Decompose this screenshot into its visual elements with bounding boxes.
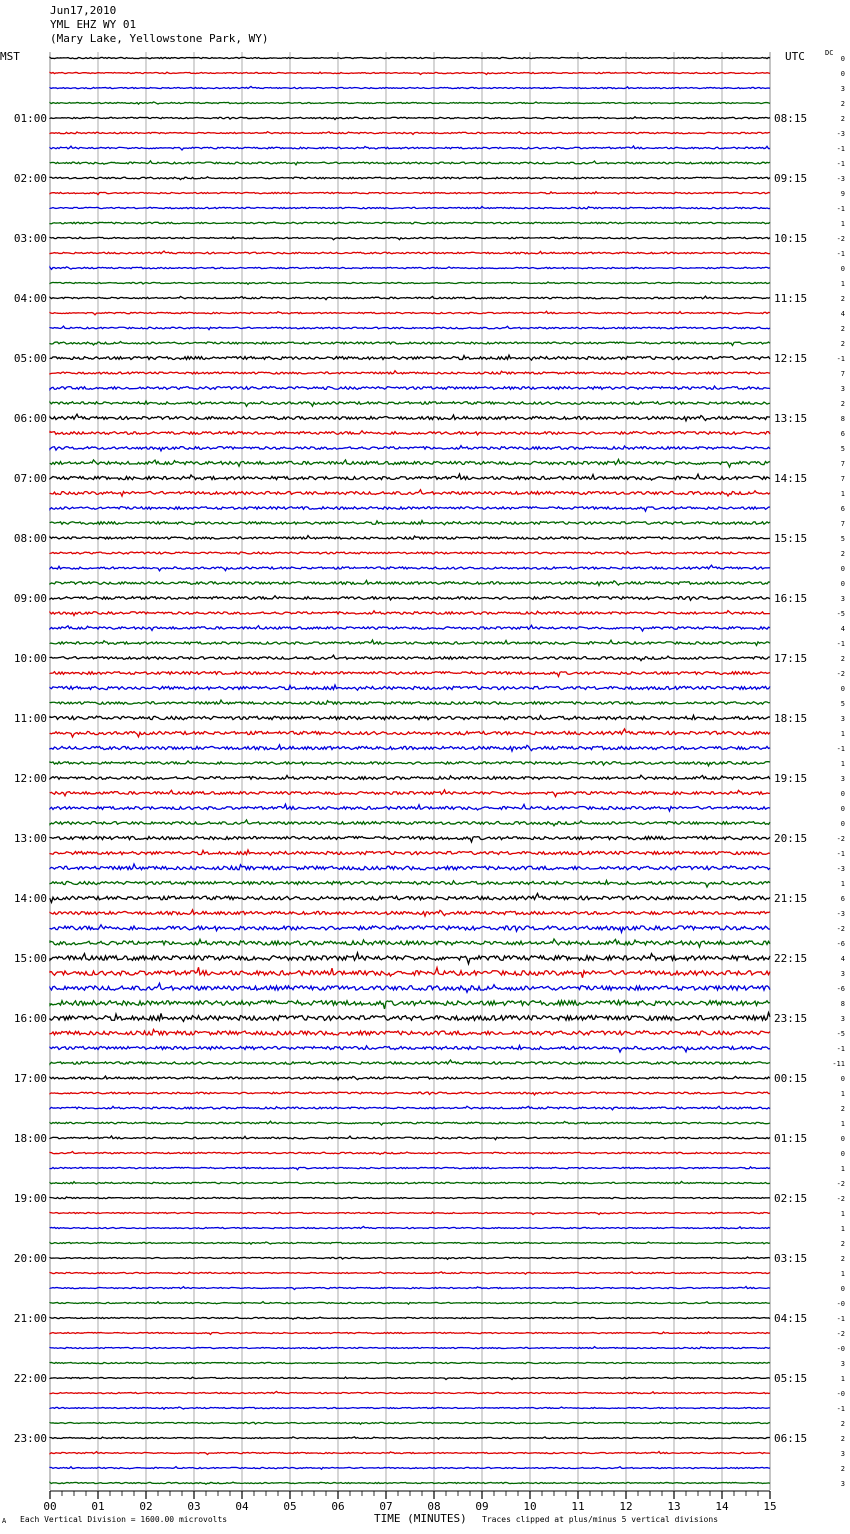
dc-offset-value: 3 bbox=[840, 1015, 845, 1023]
dc-offset-value: -1 bbox=[836, 1405, 845, 1413]
dc-offset-value: 2 bbox=[840, 1465, 845, 1473]
trace-row-83 bbox=[50, 1302, 770, 1305]
station-location: (Mary Lake, Yellowstone Park, WY) bbox=[50, 32, 269, 45]
dc-offset-value: -2 bbox=[836, 1180, 845, 1188]
right-hour-label: 01:15 bbox=[774, 1132, 808, 1145]
right-hour-label: 05:15 bbox=[774, 1372, 808, 1385]
dc-offset-value: 0 bbox=[840, 805, 845, 813]
trace-row-34 bbox=[50, 565, 770, 571]
dc-offset-value: 8 bbox=[840, 1000, 845, 1008]
right-hour-label: 20:15 bbox=[774, 832, 808, 845]
trace-row-70 bbox=[50, 1106, 770, 1110]
trace-row-43 bbox=[50, 700, 770, 704]
dc-offset-value: -1 bbox=[836, 850, 845, 858]
x-tick-label: 10 bbox=[523, 1500, 537, 1513]
dc-offset-value: 0 bbox=[840, 820, 845, 828]
trace-row-13 bbox=[50, 251, 770, 254]
dc-offset-value: 1 bbox=[840, 280, 845, 288]
trace-row-65 bbox=[50, 1029, 770, 1035]
dc-offset-value: 1 bbox=[840, 1225, 845, 1233]
left-hour-label: 02:00 bbox=[13, 172, 47, 185]
left-hour-label: 23:00 bbox=[13, 1432, 47, 1445]
trace-row-19 bbox=[50, 342, 770, 346]
trace-row-25 bbox=[50, 431, 770, 435]
left-hour-label: 10:00 bbox=[13, 652, 47, 665]
left-hour-label: 11:00 bbox=[13, 712, 47, 725]
dc-offset-value: -5 bbox=[836, 610, 845, 618]
dc-offset-value: -3 bbox=[836, 130, 845, 138]
trace-row-66 bbox=[50, 1046, 770, 1053]
trace-row-45 bbox=[50, 729, 770, 737]
trace-row-40 bbox=[50, 655, 770, 660]
dc-offset-value: -1 bbox=[836, 1045, 845, 1053]
dc-offset-value: 7 bbox=[840, 475, 845, 483]
trace-row-57 bbox=[50, 910, 770, 916]
right-hour-label: 22:15 bbox=[774, 952, 808, 965]
dc-offset-value: 0 bbox=[840, 1075, 845, 1083]
dc-offset-value: 4 bbox=[840, 310, 845, 318]
trace-row-95 bbox=[50, 1482, 770, 1484]
trace-row-52 bbox=[50, 836, 770, 842]
trace-row-37 bbox=[50, 611, 770, 616]
trace-row-72 bbox=[50, 1136, 770, 1140]
dc-offset-value: -2 bbox=[836, 835, 845, 843]
x-tick-label: 07 bbox=[379, 1500, 393, 1513]
dc-offset-value: 5 bbox=[840, 700, 845, 708]
left-hour-label: 08:00 bbox=[13, 532, 47, 545]
trace-row-84 bbox=[50, 1317, 770, 1319]
trace-row-31 bbox=[50, 521, 770, 525]
dc-offset-value: -6 bbox=[836, 985, 845, 993]
trace-row-48 bbox=[50, 775, 770, 779]
dc-offset-value: -1 bbox=[836, 250, 845, 258]
dc-offset-value: 2 bbox=[840, 1240, 845, 1248]
trace-row-1 bbox=[50, 72, 770, 74]
dc-offset-value: 3 bbox=[840, 970, 845, 978]
dc-offset-value: 2 bbox=[840, 340, 845, 348]
trace-row-24 bbox=[50, 414, 770, 421]
left-hour-label: 18:00 bbox=[13, 1132, 47, 1145]
dc-offset-value: -6 bbox=[836, 940, 845, 948]
trace-row-14 bbox=[50, 267, 770, 269]
dc-offset-value: 5 bbox=[840, 445, 845, 453]
right-hour-label: 19:15 bbox=[774, 772, 808, 785]
x-tick-label: 00 bbox=[43, 1500, 57, 1513]
x-tick-label: 14 bbox=[715, 1500, 729, 1513]
dc-offset-value: 6 bbox=[840, 895, 845, 903]
left-hour-label: 09:00 bbox=[13, 592, 47, 605]
dc-offset-value: 1 bbox=[840, 220, 845, 228]
trace-row-20 bbox=[50, 355, 770, 360]
left-hour-label: 05:00 bbox=[13, 352, 47, 365]
dc-offset-value: 0 bbox=[840, 1150, 845, 1158]
trace-row-76 bbox=[50, 1197, 770, 1199]
dc-offset-value: 0 bbox=[840, 55, 845, 63]
trace-row-12 bbox=[50, 237, 770, 240]
x-tick-label: 08 bbox=[427, 1500, 441, 1513]
x-tick-label: 05 bbox=[283, 1500, 297, 1513]
trace-row-0 bbox=[50, 57, 770, 58]
dc-offset-value: -2 bbox=[836, 925, 845, 933]
trace-row-9 bbox=[50, 192, 770, 195]
trace-row-92 bbox=[50, 1437, 770, 1439]
left-hour-label: 20:00 bbox=[13, 1252, 47, 1265]
x-tick-label: 04 bbox=[235, 1500, 249, 1513]
trace-row-51 bbox=[50, 820, 770, 826]
dc-offset-value: 0 bbox=[840, 70, 845, 78]
trace-row-85 bbox=[50, 1332, 770, 1335]
trace-row-8 bbox=[50, 177, 770, 180]
trace-row-21 bbox=[50, 371, 770, 374]
trace-row-16 bbox=[50, 296, 770, 299]
dc-offset-value: -2 bbox=[836, 235, 845, 243]
trace-row-77 bbox=[50, 1212, 770, 1214]
right-hour-label: 09:15 bbox=[774, 172, 808, 185]
trace-row-35 bbox=[50, 580, 770, 585]
trace-row-15 bbox=[50, 282, 770, 284]
clip-note: Traces clipped at plus/minus 5 vertical divisions bbox=[482, 1515, 719, 1524]
trace-row-41 bbox=[50, 672, 770, 677]
dc-offset-value: 2 bbox=[840, 1255, 845, 1263]
trace-row-80 bbox=[50, 1257, 770, 1259]
left-hour-label: 07:00 bbox=[13, 472, 47, 485]
trace-row-94 bbox=[50, 1467, 770, 1470]
trace-row-33 bbox=[50, 552, 770, 554]
dc-offset-value: 0 bbox=[840, 565, 845, 573]
dc-offset-value: 7 bbox=[840, 520, 845, 528]
right-hour-label: 06:15 bbox=[774, 1432, 808, 1445]
x-tick-label: 09 bbox=[475, 1500, 489, 1513]
trace-row-32 bbox=[50, 536, 770, 540]
dc-offset-value: 5 bbox=[840, 535, 845, 543]
time-axis bbox=[43, 1491, 776, 1513]
dc-offset-value: 1 bbox=[840, 880, 845, 888]
dc-offset-value: -2 bbox=[836, 1195, 845, 1203]
dc-offset-value: -5 bbox=[836, 1030, 845, 1038]
vertical-scale-note: Each Vertical Division = 1600.00 microvolts bbox=[20, 1515, 228, 1524]
left-hour-label: 22:00 bbox=[13, 1372, 47, 1385]
left-hour-label: 06:00 bbox=[13, 412, 47, 425]
trace-row-88 bbox=[50, 1377, 770, 1379]
dc-offset-value: 2 bbox=[840, 100, 845, 108]
left-hour-label: 17:00 bbox=[13, 1072, 47, 1085]
dc-offset-value: 2 bbox=[840, 400, 845, 408]
trace-row-87 bbox=[50, 1362, 770, 1363]
trace-row-3 bbox=[50, 102, 770, 104]
trace-row-44 bbox=[50, 715, 770, 719]
trace-row-69 bbox=[50, 1092, 770, 1095]
trace-row-42 bbox=[50, 685, 770, 690]
trace-row-61 bbox=[50, 967, 770, 977]
dc-offset-value: 1 bbox=[840, 1090, 845, 1098]
right-hour-label: 12:15 bbox=[774, 352, 808, 365]
dc-offset-value: 3 bbox=[840, 1480, 845, 1488]
dc-offset-value: -3 bbox=[836, 175, 845, 183]
left-hour-label: 01:00 bbox=[13, 112, 47, 125]
dc-offset-value: 2 bbox=[840, 1105, 845, 1113]
dc-offset-value: 3 bbox=[840, 1450, 845, 1458]
right-hour-label: 13:15 bbox=[774, 412, 808, 425]
trace-row-53 bbox=[50, 850, 770, 855]
dc-offset-value: 0 bbox=[840, 790, 845, 798]
dc-offset-value: -2 bbox=[836, 670, 845, 678]
right-hour-label: 23:15 bbox=[774, 1012, 808, 1025]
trace-row-56 bbox=[50, 893, 770, 902]
x-tick-label: 11 bbox=[571, 1500, 585, 1513]
dc-offset-value: 1 bbox=[840, 1120, 845, 1128]
left-hour-label: 19:00 bbox=[13, 1192, 47, 1205]
dc-offset-value: -0 bbox=[836, 1345, 845, 1353]
trace-row-75 bbox=[50, 1181, 770, 1184]
left-hour-label: 21:00 bbox=[13, 1312, 47, 1325]
dc-offset-label: DC bbox=[825, 49, 834, 57]
dc-offset-value: -2 bbox=[836, 1330, 845, 1338]
trace-row-10 bbox=[50, 206, 770, 208]
dc-offset-value: 3 bbox=[840, 385, 845, 393]
trace-row-89 bbox=[50, 1391, 770, 1393]
trace-row-81 bbox=[50, 1272, 770, 1274]
dc-offset-value: 2 bbox=[840, 295, 845, 303]
dc-offset-value: 3 bbox=[840, 85, 845, 93]
trace-row-17 bbox=[50, 311, 770, 315]
right-hour-label: 08:15 bbox=[774, 112, 808, 125]
dc-offset-value: 1 bbox=[840, 730, 845, 738]
trace-row-59 bbox=[50, 939, 770, 947]
dc-offset-value: -1 bbox=[836, 1315, 845, 1323]
trace-row-79 bbox=[50, 1242, 770, 1244]
trace-row-60 bbox=[50, 953, 770, 964]
dc-offset-value: 0 bbox=[840, 1135, 845, 1143]
x-tick-label: 02 bbox=[139, 1500, 153, 1513]
dc-offset-value: 0 bbox=[840, 265, 845, 273]
trace-row-90 bbox=[50, 1407, 770, 1409]
right-hour-label: 16:15 bbox=[774, 592, 808, 605]
trace-row-63 bbox=[50, 1001, 770, 1009]
dc-offset-value: -0 bbox=[836, 1390, 845, 1398]
x-tick-label: 13 bbox=[667, 1500, 681, 1513]
dc-offset-value: 6 bbox=[840, 430, 845, 438]
dc-offset-value: -11 bbox=[832, 1060, 845, 1068]
trace-row-50 bbox=[50, 804, 770, 811]
left-hour-label: 15:00 bbox=[13, 952, 47, 965]
dc-offset-value: 9 bbox=[840, 190, 845, 198]
x-axis-title: TIME (MINUTES) bbox=[374, 1512, 467, 1525]
dc-offset-value: 1 bbox=[840, 1270, 845, 1278]
trace-row-36 bbox=[50, 596, 770, 601]
trace-row-28 bbox=[50, 474, 770, 480]
dc-offset-value: 4 bbox=[840, 955, 845, 963]
dc-offset-value: -3 bbox=[836, 910, 845, 918]
dc-offset-value: -1 bbox=[836, 355, 845, 363]
trace-row-29 bbox=[50, 490, 770, 496]
dc-offset-value: 0 bbox=[840, 1285, 845, 1293]
x-tick-label: 12 bbox=[619, 1500, 633, 1513]
right-hour-label: 21:15 bbox=[774, 892, 808, 905]
trace-row-54 bbox=[50, 864, 770, 870]
dc-offset-value: 1 bbox=[840, 490, 845, 498]
dc-offset-value: 2 bbox=[840, 115, 845, 123]
x-tick-label: 03 bbox=[187, 1500, 201, 1513]
scale-marker: A bbox=[2, 1517, 7, 1525]
station-code: YML EHZ WY 01 bbox=[50, 18, 137, 31]
left-timezone-label: MST bbox=[0, 50, 20, 63]
trace-row-82 bbox=[50, 1287, 770, 1290]
dc-offset-value: 1 bbox=[840, 760, 845, 768]
trace-row-6 bbox=[50, 146, 770, 150]
trace-row-93 bbox=[50, 1452, 770, 1455]
dc-offset-value: -1 bbox=[836, 160, 845, 168]
dc-offset-value: 7 bbox=[840, 370, 845, 378]
right-hour-label: 10:15 bbox=[774, 232, 808, 245]
x-tick-label: 15 bbox=[763, 1500, 777, 1513]
dc-offset-value: 7 bbox=[840, 460, 845, 468]
right-hour-label: 04:15 bbox=[774, 1312, 808, 1325]
dc-offset-value: 2 bbox=[840, 1420, 845, 1428]
dc-offset-value: 3 bbox=[840, 1360, 845, 1368]
right-hour-label: 15:15 bbox=[774, 532, 808, 545]
dc-offset-value: 2 bbox=[840, 655, 845, 663]
dc-offset-value: 4 bbox=[840, 625, 845, 633]
plot-date: Jun17,2010 bbox=[50, 4, 117, 17]
trace-row-39 bbox=[50, 640, 770, 645]
trace-row-27 bbox=[50, 459, 770, 467]
dc-offset-value: 0 bbox=[840, 580, 845, 588]
trace-row-62 bbox=[50, 983, 770, 992]
trace-row-7 bbox=[50, 161, 770, 165]
trace-row-91 bbox=[50, 1422, 770, 1424]
trace-row-86 bbox=[50, 1347, 770, 1349]
trace-row-11 bbox=[50, 222, 770, 224]
trace-row-2 bbox=[50, 86, 770, 88]
trace-row-4 bbox=[50, 117, 770, 120]
trace-row-49 bbox=[50, 790, 770, 797]
right-hour-label: 11:15 bbox=[774, 292, 808, 305]
dc-offset-value: -1 bbox=[836, 745, 845, 753]
right-hour-label: 02:15 bbox=[774, 1192, 808, 1205]
trace-row-5 bbox=[50, 132, 770, 135]
dc-offset-value: 6 bbox=[840, 505, 845, 513]
seismic-traces bbox=[50, 57, 770, 1484]
trace-row-22 bbox=[50, 386, 770, 389]
trace-row-78 bbox=[50, 1226, 770, 1228]
dc-offset-value: -0 bbox=[836, 1300, 845, 1308]
dc-offset-value: 8 bbox=[840, 415, 845, 423]
trace-row-67 bbox=[50, 1060, 770, 1064]
dc-offset-value: 1 bbox=[840, 1210, 845, 1218]
right-hour-label: 17:15 bbox=[774, 652, 808, 665]
right-hour-label: 03:15 bbox=[774, 1252, 808, 1265]
trace-row-30 bbox=[50, 507, 770, 512]
dc-offset-value: 1 bbox=[840, 1375, 845, 1383]
dc-offset-value: -3 bbox=[836, 865, 845, 873]
dc-offset-value: -1 bbox=[836, 205, 845, 213]
right-hour-label: 14:15 bbox=[774, 472, 808, 485]
left-hour-label: 14:00 bbox=[13, 892, 47, 905]
dc-offset-value: 2 bbox=[840, 325, 845, 333]
left-hour-label: 16:00 bbox=[13, 1012, 47, 1025]
trace-row-18 bbox=[50, 326, 770, 330]
left-hour-label: 13:00 bbox=[13, 832, 47, 845]
dc-offset-value: 3 bbox=[840, 715, 845, 723]
trace-row-46 bbox=[50, 745, 770, 751]
trace-row-64 bbox=[50, 1013, 770, 1022]
trace-row-55 bbox=[50, 881, 770, 888]
right-hour-label: 18:15 bbox=[774, 712, 808, 725]
trace-row-23 bbox=[50, 401, 770, 406]
dc-offset-value: -1 bbox=[836, 640, 845, 648]
trace-row-74 bbox=[50, 1167, 770, 1170]
trace-row-68 bbox=[50, 1076, 770, 1080]
trace-row-38 bbox=[50, 625, 770, 631]
dc-offset-value: 0 bbox=[840, 685, 845, 693]
left-hour-label: 04:00 bbox=[13, 292, 47, 305]
right-hour-label: 00:15 bbox=[774, 1072, 808, 1085]
left-hour-label: 03:00 bbox=[13, 232, 47, 245]
trace-row-58 bbox=[50, 925, 770, 933]
trace-row-47 bbox=[50, 761, 770, 766]
x-tick-label: 06 bbox=[331, 1500, 345, 1513]
dc-offset-value: 2 bbox=[840, 550, 845, 558]
trace-row-71 bbox=[50, 1121, 770, 1125]
right-timezone-label: UTC bbox=[785, 50, 805, 63]
dc-offset-value: 3 bbox=[840, 595, 845, 603]
dc-offset-value: -1 bbox=[836, 145, 845, 153]
dc-offset-value: 3 bbox=[840, 775, 845, 783]
dc-offset-value: 2 bbox=[840, 1435, 845, 1443]
left-hour-label: 12:00 bbox=[13, 772, 47, 785]
trace-row-73 bbox=[50, 1151, 770, 1154]
trace-row-26 bbox=[50, 446, 770, 451]
x-tick-label: 01 bbox=[91, 1500, 105, 1513]
dc-offset-value: 1 bbox=[840, 1165, 845, 1173]
